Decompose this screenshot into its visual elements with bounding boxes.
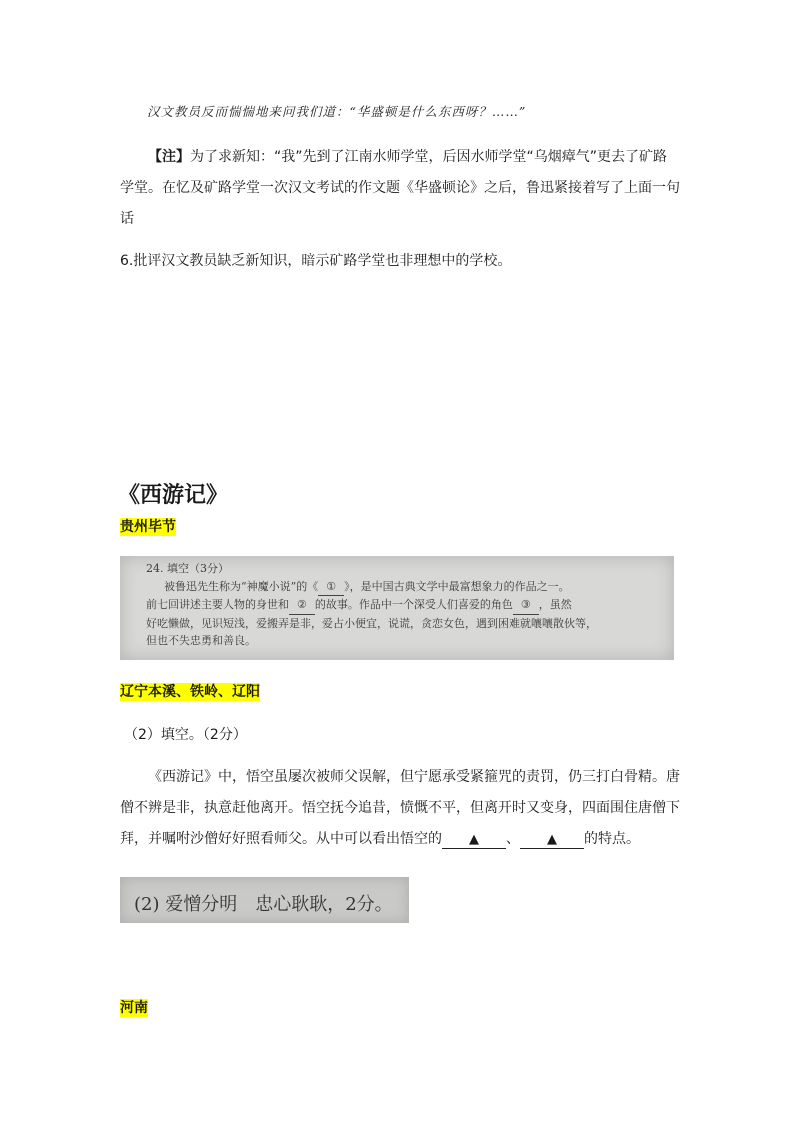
- answer-blank-1: ▲: [442, 832, 506, 849]
- blank-1: ①: [318, 578, 344, 597]
- answer-blank-2: ▲: [520, 832, 584, 849]
- photo-line-3: 前七回讲述主要人物的身世和 ② 的故事。作品中一个深受人们喜爱的角色 ③ ，虽然: [146, 596, 664, 615]
- answer-photo: (2) 爱憎分明 忠心耿耿，2分。: [120, 877, 409, 923]
- region-tag-liaoning: 辽宁本溪、铁岭、辽阳: [120, 684, 260, 700]
- question-2-paragraph: 《西游记》中，悟空虽屡次被师父误解，但宁愿承受紧箍咒的责罚，仍三打白骨精。唐僧不辨是非，执意赶他离开。悟空抚今追昔，愤慨不平，但离开时又变身，四面围住唐僧下拜，并嘱咐沙僧好好照看师父。从中可以看出悟空的 ▲ 、 ▲ 的特点。: [120, 769, 680, 847]
- blank-2: ②: [289, 596, 315, 615]
- region-tag-henan: 河南: [120, 1000, 148, 1016]
- note-tag: 【注】: [148, 149, 190, 165]
- photo-line-4: 好吃懒做，见识短浅，爱搬弄是非，爱占小便宜，说谎，贪恋女色，遇到困难就嚷嚷散伙等，: [146, 616, 597, 630]
- question-photo: [120, 556, 674, 660]
- question-2-label: （2）填空。（2分）: [124, 727, 247, 743]
- note-text: 为了求新知：“我”先到了江南水师学堂，后因水师学堂“乌烟瘴气”更去了矿路学堂。在忆及矿路学堂一次汉文考试的作文题《华盛顿论》之后，鲁迅紧接着写了上面一句话: [120, 149, 680, 227]
- quote-line: 汉文教员反而惴惴地来问我们道：“华盛顿是什么东西呀？……”: [147, 104, 527, 119]
- blank-3: ③: [513, 596, 539, 615]
- photo-line-1: 24. 填空（3分）: [146, 562, 229, 575]
- photo-line-2: 被鲁迅先生称为“神魔小说”的《 ① 》，是中国古典文学中最富想象力的作品之一。: [146, 578, 664, 597]
- photo-line-5: 但也不失忠勇和善良。: [146, 634, 256, 647]
- region-tag-guizhou: 贵州毕节: [120, 519, 176, 535]
- section-title: 《西游记》: [118, 482, 229, 508]
- note-paragraph: [120, 142, 680, 235]
- answer-item-6: 6.批评汉文教员缺乏新知识，暗示矿路学堂也非理想中的学校。: [120, 253, 512, 269]
